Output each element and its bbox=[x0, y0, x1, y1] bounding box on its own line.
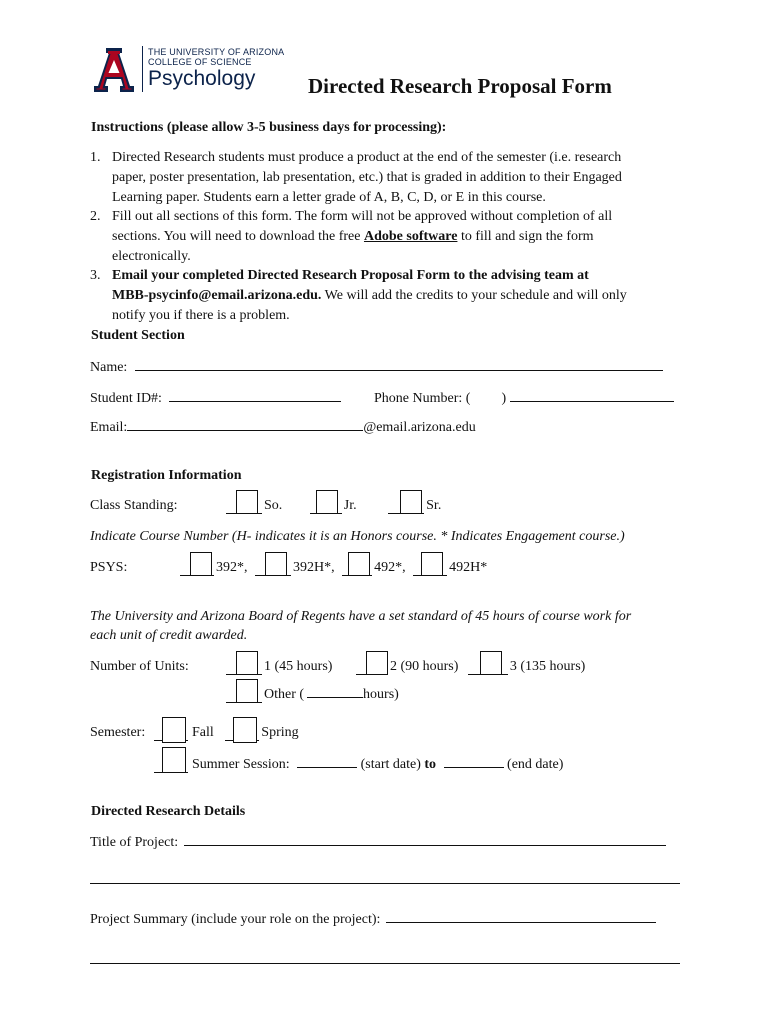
summer-session-row bbox=[154, 745, 563, 775]
phone-label: Phone Number: ( bbox=[374, 391, 471, 406]
option-label-1-unit: 1 (45 hours) bbox=[264, 659, 333, 674]
student-id-label: Student ID#: bbox=[90, 391, 162, 406]
adobe-software-link[interactable]: Adobe software bbox=[363, 229, 458, 244]
instruction-number: 1. bbox=[90, 150, 101, 165]
psys-options bbox=[180, 550, 487, 578]
details-heading: Directed Research Details bbox=[91, 804, 246, 819]
instruction-line bbox=[112, 227, 612, 247]
instruction-line: paper, poster presentation, lab presentation, etc.) that is graded in addition to their Engaged bbox=[112, 170, 622, 185]
student-id-field[interactable] bbox=[169, 387, 341, 402]
instruction-number: 2. bbox=[90, 209, 101, 224]
department-name: Psychology bbox=[148, 67, 256, 90]
instruction-line: Fill out all sections of this form. The form will not be approved without completion of all bbox=[112, 209, 613, 224]
project-summary-label: Project Summary (include your role on the project): bbox=[90, 912, 381, 927]
regents-note-line1: The University and Arizona Board of Regents have a set standard of 45 hours of course work for bbox=[90, 609, 632, 624]
university-name-line2: COLLEGE OF SCIENCE bbox=[148, 57, 252, 67]
email-row bbox=[90, 416, 476, 438]
other-units-row bbox=[226, 677, 399, 705]
student-section-heading: Student Section bbox=[91, 328, 185, 343]
checkbox-1-unit[interactable] bbox=[226, 649, 262, 677]
project-title-field-line2[interactable] bbox=[90, 883, 680, 884]
name-field[interactable] bbox=[135, 356, 663, 371]
email-label: Email: bbox=[90, 420, 128, 435]
summer-session-label: Summer Session: bbox=[192, 757, 290, 772]
instruction-line: notify you if there is a problem. bbox=[112, 308, 290, 323]
university-logo bbox=[92, 44, 285, 96]
units-label: Number of Units: bbox=[90, 659, 189, 674]
other-hours-field[interactable] bbox=[307, 683, 363, 698]
checkbox-3-units[interactable] bbox=[468, 649, 508, 677]
student-id-row bbox=[90, 387, 341, 409]
page-title: Directed Research Proposal Form bbox=[308, 74, 612, 98]
project-summary-field[interactable] bbox=[386, 908, 656, 923]
unit-options bbox=[226, 649, 585, 677]
option-label-spring: Spring bbox=[261, 725, 299, 740]
project-title-label: Title of Project: bbox=[90, 835, 179, 850]
checkbox-spring[interactable] bbox=[225, 715, 259, 743]
email-domain: @email.arizona.edu bbox=[363, 420, 476, 435]
option-label-492h: 492H* bbox=[449, 560, 488, 575]
instruction-text: sections. You will need to download the free bbox=[112, 229, 361, 244]
phone-close-paren: ) bbox=[501, 391, 507, 406]
advising-email: MBB-psycinfo@email.arizona.edu. bbox=[112, 288, 322, 303]
registration-heading: Registration Information bbox=[91, 468, 242, 483]
checkbox-senior[interactable] bbox=[388, 488, 424, 516]
option-label-3-units: 3 (135 hours) bbox=[509, 659, 586, 674]
option-label-2-units: 2 (90 hours) bbox=[389, 659, 459, 674]
class-standing-options bbox=[226, 488, 441, 516]
arizona-a-icon bbox=[92, 46, 136, 94]
instruction-line: electronically. bbox=[112, 249, 191, 264]
instruction-line: Email your completed Directed Research Proposal Form to the advising team at bbox=[112, 268, 589, 283]
semester-label: Semester: bbox=[90, 725, 146, 740]
end-date-field[interactable] bbox=[444, 753, 504, 768]
checkbox-392h[interactable] bbox=[255, 550, 291, 578]
checkbox-2-units[interactable] bbox=[356, 649, 388, 677]
phone-row bbox=[374, 387, 674, 409]
option-label-392: 392*, bbox=[216, 560, 248, 575]
checkbox-392[interactable] bbox=[180, 550, 214, 578]
project-summary-row bbox=[90, 908, 656, 930]
email-field[interactable] bbox=[127, 416, 363, 431]
checkbox-junior[interactable] bbox=[310, 488, 342, 516]
checkbox-summer[interactable] bbox=[154, 745, 188, 775]
name-label: Name: bbox=[90, 360, 128, 375]
semester-options bbox=[154, 715, 299, 743]
checkbox-other-units[interactable] bbox=[226, 677, 262, 705]
checkbox-sophomore[interactable] bbox=[226, 488, 262, 516]
instruction-line: Learning paper. Students earn a letter grade of A, B, C, D, or E in this course. bbox=[112, 190, 546, 205]
checkbox-492h[interactable] bbox=[413, 550, 447, 578]
start-date-label: (start date) bbox=[360, 757, 421, 772]
project-title-row bbox=[90, 831, 666, 853]
instructions-heading: Instructions (please allow 3-5 business days for processing): bbox=[91, 120, 447, 135]
course-number-note: Indicate Course Number (H- indicates it is an Honors course. * Indicates Engagement course.) bbox=[90, 529, 625, 544]
other-hours-suffix: hours) bbox=[363, 687, 399, 702]
checkbox-492[interactable] bbox=[342, 550, 372, 578]
option-label-senior: Sr. bbox=[426, 498, 442, 513]
project-title-field[interactable] bbox=[184, 831, 666, 846]
option-label-392h: 392H*, bbox=[293, 560, 335, 575]
option-label-492: 492*, bbox=[374, 560, 406, 575]
regents-note-line2: each unit of credit awarded. bbox=[90, 628, 248, 643]
university-name-line1: THE UNIVERSITY OF ARIZONA bbox=[148, 47, 285, 57]
instruction-number: 3. bbox=[90, 268, 101, 283]
project-summary-field-line2[interactable] bbox=[90, 963, 680, 964]
class-standing-label: Class Standing: bbox=[90, 498, 178, 513]
option-label-sophomore: So. bbox=[264, 498, 283, 513]
to-label: to bbox=[424, 757, 437, 772]
checkbox-fall[interactable] bbox=[154, 715, 188, 743]
name-row bbox=[90, 356, 663, 378]
end-date-label: (end date) bbox=[507, 757, 564, 772]
instruction-text: to fill and sign the form bbox=[460, 229, 594, 244]
start-date-field[interactable] bbox=[297, 753, 357, 768]
option-label-fall: Fall bbox=[192, 725, 214, 740]
instruction-line: Directed Research students must produce a product at the end of the semester (i.e. research bbox=[112, 150, 622, 165]
instruction-text: We will add the credits to your schedule and will only bbox=[321, 288, 627, 303]
instruction-line bbox=[112, 286, 627, 306]
psys-label: PSYS: bbox=[90, 560, 128, 575]
phone-number-field[interactable] bbox=[510, 387, 674, 402]
other-units-label: Other ( bbox=[264, 687, 305, 702]
option-label-junior: Jr. bbox=[343, 498, 357, 513]
